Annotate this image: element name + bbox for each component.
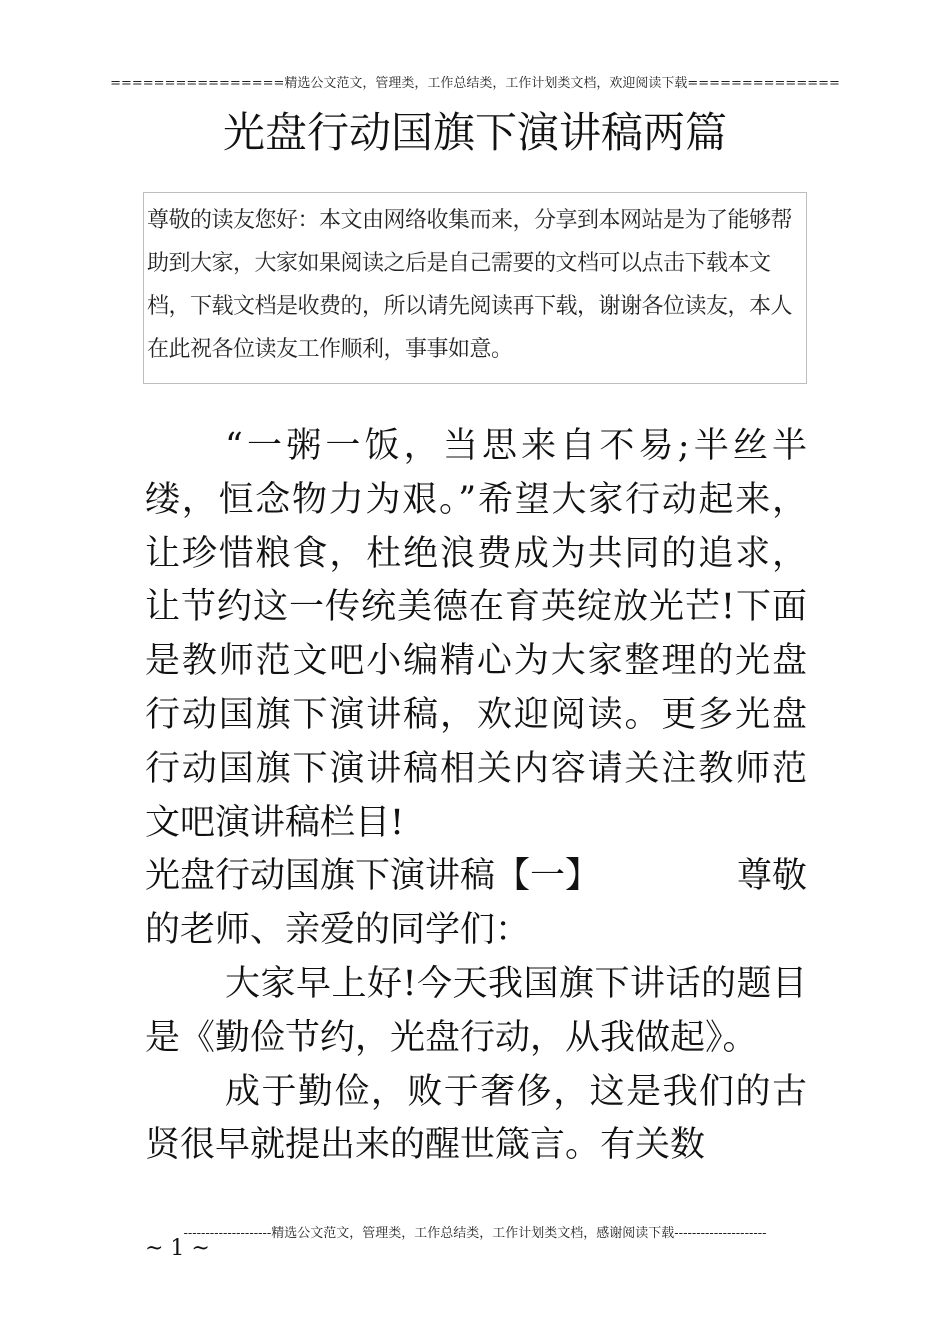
document-title: 光盘行动国旗下演讲稿两篇 [222,108,727,157]
page-number: ~ 1 ~ [145,1236,210,1261]
page-header: ================精选公文范文，管理类，工作总结类，工作计划类文档，欢迎阅读下载============== [110,76,840,91]
page-footer: --------------------精选公文范文，管理类，工作总结类，工作计划类文档，感谢阅读下载--------------------- [183,1226,767,1241]
body-paragraph-2: 成于勤俭，败于奢侈，这是我们的古贤很早就提出来的醒世箴言。有关数 [145,1071,807,1166]
body-paragraph-1: 大家早上好!今天我国旗下讲话的题目是《勤俭节约，光盘行动，从我做起》。 [145,963,807,1058]
document-body [145,420,807,1173]
reader-notice-box: 尊敬的读友您好：本文由网络收集而来，分享到本网站是为了能够帮助到大家，大家如果阅读之后是自己需要的文档可以点击下载本文档，下载文档是收费的，所以请先阅读再下载，谢谢各位读友，本人在此祝各位读友工作顺利，事事如意。 [143,192,807,384]
greeting-line: 的老师、亲爱的同学们： [145,910,531,951]
section-heading-line [145,850,807,904]
greeting-start: 尊敬 [736,856,807,897]
section-heading: 光盘行动国旗下演讲稿【一】 [145,856,601,897]
intro-paragraph: “一粥一饭，当思来自不易;半丝半缕，恒念物力为艰。”希望大家行动起来，让珍惜粮食，杜绝浪费成为共同的追求，让节约这一传统美德在育英绽放光芒!下面是教师范文吧小编精心为大家整理的光盘行动国旗下演讲稿，欢迎阅读。更多光盘行动国旗下演讲稿相关内容请关注教师范文吧演讲稿栏目! [145,426,807,843]
